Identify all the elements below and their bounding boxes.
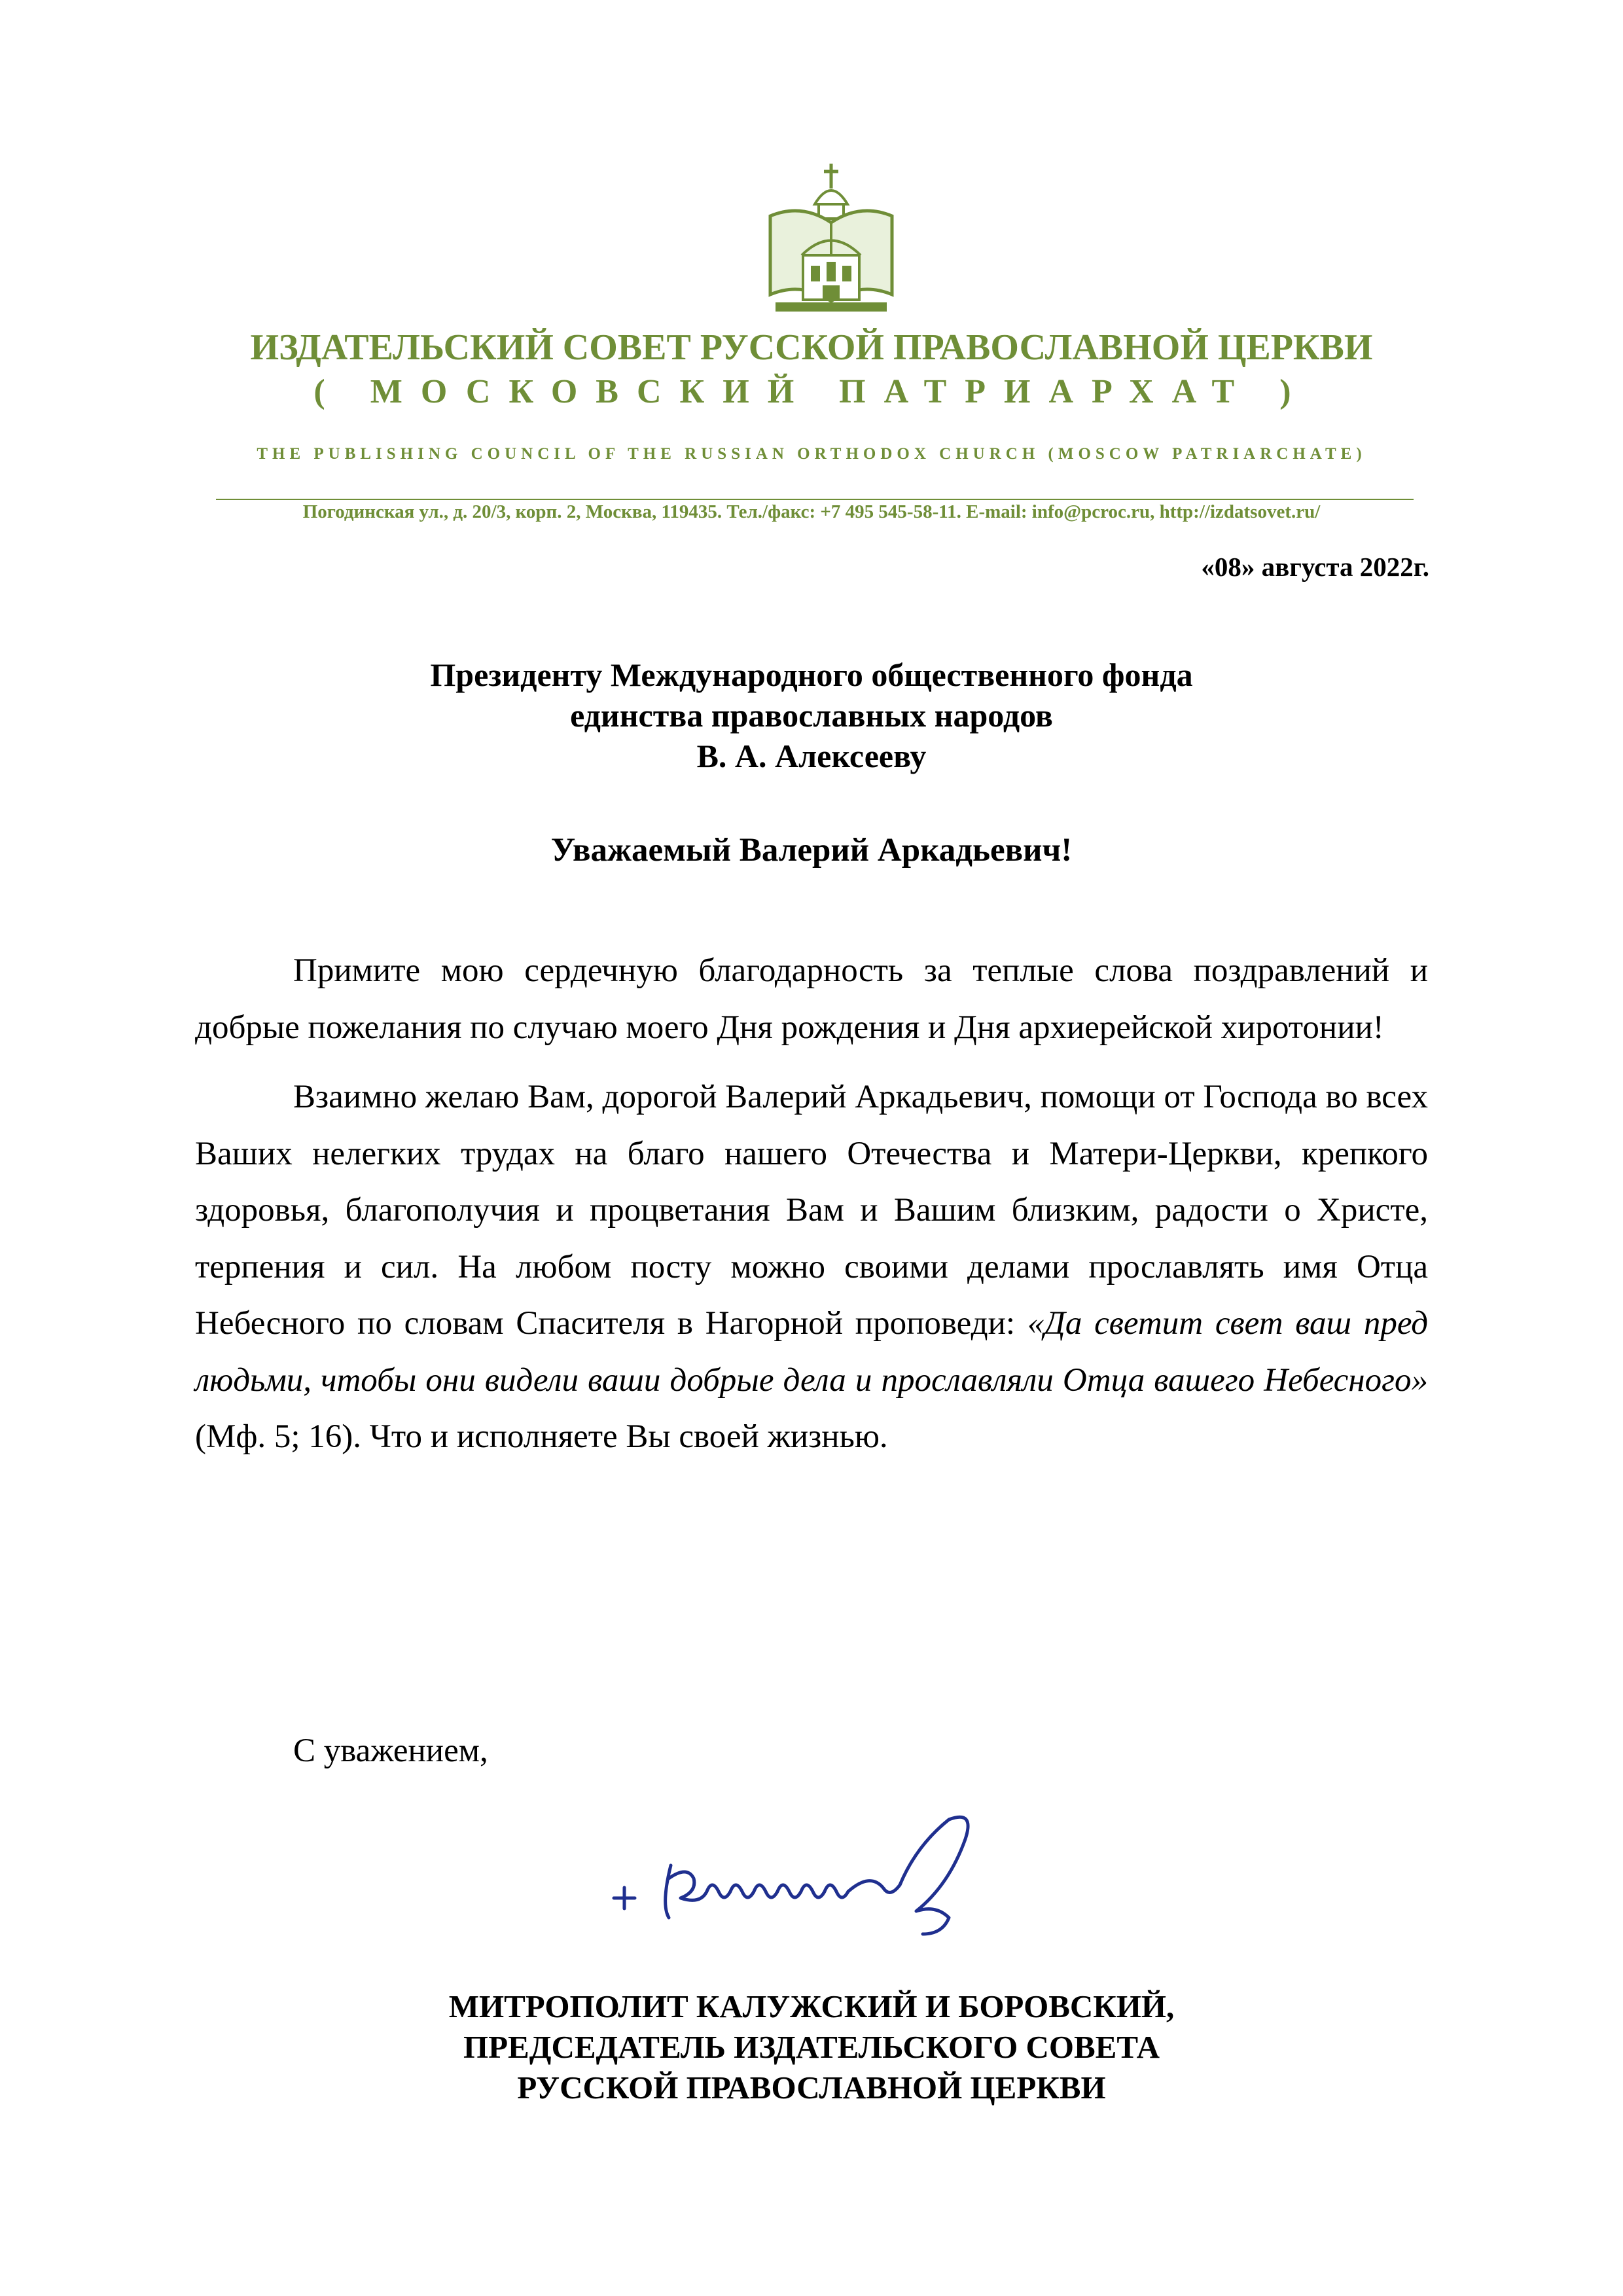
closing-phrase: С уважением,	[293, 1732, 488, 1769]
body-paragraph	[195, 1069, 1428, 1465]
letter-body	[195, 942, 1428, 1479]
addressee-line: Президенту Международного общественного фонда	[430, 656, 1193, 693]
signer-line: МИТРОПОЛИТ КАЛУЖСКИЙ И БОРОВСКИЙ,	[448, 1988, 1175, 2024]
signer-line: ПРЕДСЕДАТЕЛЬ ИЗДАТЕЛЬСКОГО СОВЕТА	[463, 2029, 1160, 2065]
organization-name-english: THE PUBLISHING COUNCIL OF THE RUSSIAN ORTHODOX CHURCH (MOSCOW PATRIARCHATE)	[257, 445, 1366, 463]
church-book-logo-icon	[762, 164, 900, 321]
letterhead-divider	[216, 499, 1414, 500]
handwritten-signature	[609, 1806, 1014, 1950]
salutation: Уважаемый Валерий Аркадьевич!	[550, 832, 1073, 869]
scripture-quote: «Да светит свет ваш пред людьми, чтобы они видели ваши добрые дела и прославляли Отца вашего Небесного»	[195, 1305, 1429, 1399]
signer-line: РУССКОЙ ПРАВОСЛАВНОЙ ЦЕРКВИ	[517, 2070, 1106, 2106]
organization-address: Погодинская ул., д. 20/3, корп. 2, Москва, 119435. Тел./факс: +7 495 545-58-11. E-mail: info@pcroc.ru, http://izdatsovet.ru/	[302, 501, 1321, 522]
organization-subtitle: ( МОСКОВСКИЙ ПАТРИАРХАТ )	[313, 373, 1310, 410]
body-paragraph: Примите мою сердечную благодарность за теплые слова поздравлений и добрые пожелания по случаю моего Дня рождения и Дня архиерейской хиротонии!	[195, 952, 1428, 1046]
paragraph-text: (Мф. 5; 16). Что и исполняете Вы своей жизнью.	[195, 1418, 888, 1455]
paragraph-text: Взаимно желаю Вам, дорогой Валерий Аркадьевич, помощи от Господа во всех Ваших нелегких трудах на благо нашего Отечества и Матери-Церкви, крепкого здоровья, благополучия и процветания Вам и Вашим близким, радости о Христе, терпения и сил. На любом посту можно своими делами прославлять имя Отца Небесного по словам Спасителя в Нагорной проповеди:	[195, 1079, 1428, 1342]
addressee-line: единства православных народов	[570, 697, 1053, 734]
addressee-block	[0, 655, 1623, 776]
signer-block	[0, 1986, 1623, 2108]
addressee-line: В. А. Алексееву	[696, 738, 927, 774]
letter-date: «08» августа 2022г.	[1201, 552, 1429, 582]
organization-name: ИЗДАТЕЛЬСКИЙ СОВЕТ РУССКОЙ ПРАВОСЛАВНОЙ ЦЕРКВИ	[250, 327, 1373, 368]
